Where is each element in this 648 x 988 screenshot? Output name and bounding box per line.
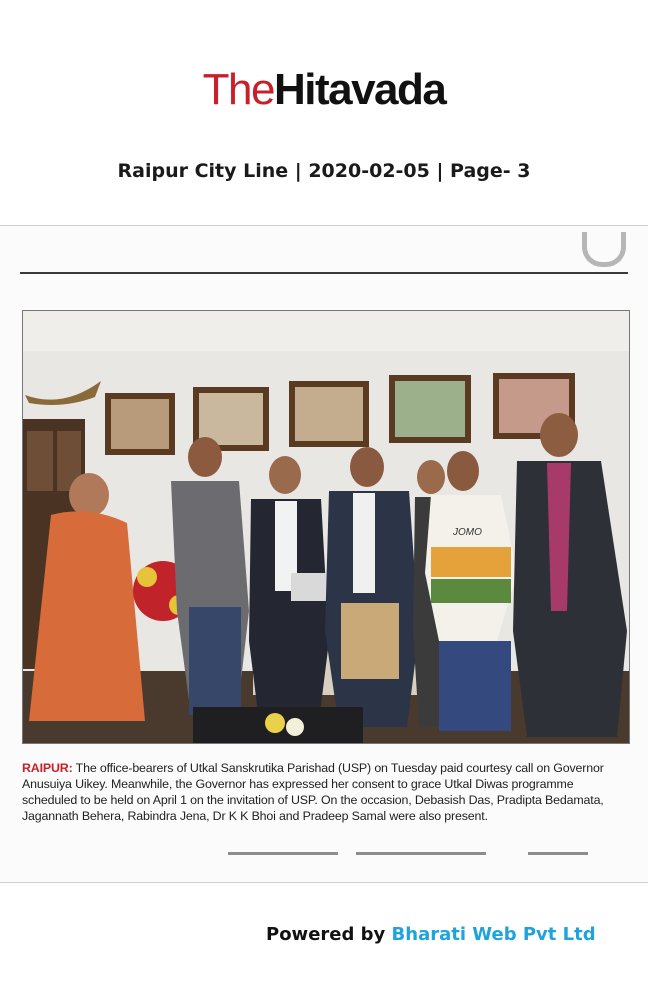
- brand-link[interactable]: Bharati Web Pvt Ltd: [391, 924, 596, 945]
- cropped-headline-2: [356, 852, 486, 855]
- footer-divider: [0, 882, 648, 883]
- cropped-headline-3: [528, 852, 588, 855]
- photo-caption: [22, 760, 628, 824]
- powered-by-label: Powered by: [266, 924, 386, 945]
- logo-prefix: The: [202, 65, 274, 114]
- news-clipping: [0, 226, 648, 882]
- sweater-text: JOMO: [453, 527, 482, 538]
- cropped-headline: [228, 852, 338, 855]
- logo-main: Hitavada: [273, 65, 446, 114]
- newspaper-logo[interactable]: [0, 66, 648, 114]
- powered-by: [266, 924, 596, 945]
- caption-location: RAIPUR:: [22, 761, 73, 775]
- column-rule: [20, 272, 628, 274]
- cropped-letter: [582, 232, 626, 267]
- header: [0, 0, 648, 225]
- news-photo: [22, 310, 630, 744]
- caption-text: The office-bearers of Utkal Sanskrutika Parishad (USP) on Tuesday paid courtesy call on Governor Anusuiya Uikey. Meanwhile, the Governor has expressed her consent to grace Utkal Diwas programme scheduled to be held on April 1 on the invitation of USP. On the occasion, Debasish Das, Pradipta Bedamata, Jagannath Behera, Rabindra Jena, Dr K K Bhoi and Pradeep Samal were also present.: [22, 761, 604, 823]
- edition-line: Raipur City Line | 2020-02-05 | Page- 3: [117, 160, 531, 182]
